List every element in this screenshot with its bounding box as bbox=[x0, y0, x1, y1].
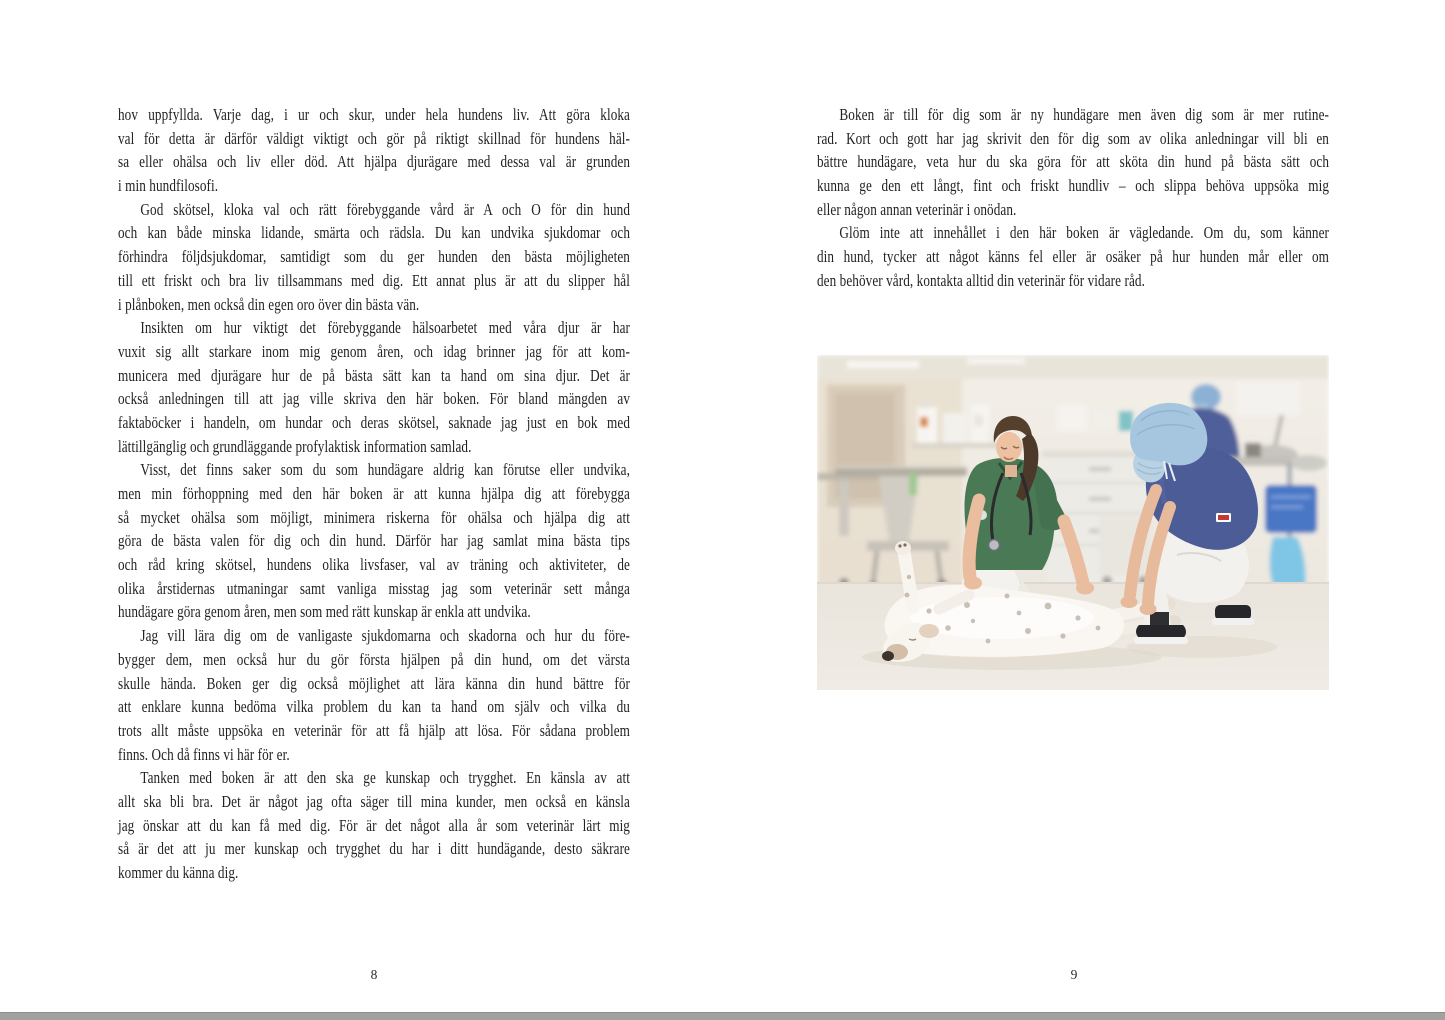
sleeve-patch bbox=[1216, 513, 1231, 522]
text-line: hov uppfyllda. Varje dag, i ur och skur, under hela hundens liv. Att göra kloka bbox=[118, 105, 630, 124]
text-line: faktaböcker i handeln, om hundar och deras skötsel, saknade jag just en bok med bbox=[118, 412, 630, 432]
vet-hand-on-dog bbox=[964, 577, 982, 590]
text-line: i min hundfilosofi. bbox=[118, 176, 219, 196]
text-line: jag önskar att du kan få med dig. För är det något alla år som veterinär lärt mig bbox=[118, 815, 630, 835]
text-line: rad. Kort och gott har jag skrivit den för dig som av olika anledningar vill bli en bbox=[817, 128, 1329, 148]
nurse-hand-on-paw bbox=[1140, 603, 1157, 615]
text-line: i plånboken, men också din egen oro över din bästa vän. bbox=[118, 294, 420, 314]
teal-supply-box bbox=[1119, 411, 1133, 431]
text-line: bättre hundägare, veta hur du ska göra för att sköta din hund på bästa sätt och bbox=[817, 152, 1329, 172]
text-line: Visst, det finns saker som du som hundägare aldrig kan förutse eller undvika, bbox=[140, 460, 630, 480]
text-line: Glöm inte att innehållet i den här boken är vägledande. Om du, som känner bbox=[839, 223, 1329, 243]
text-line: men min förhoppning med den här boken är att kunna hjälpa dig att förebygga bbox=[118, 484, 630, 503]
text-line: Insikten om hur viktigt det förebyggande hälsoarbetet med våra djur är har bbox=[140, 318, 630, 338]
text-line: till ett friskt och bra liv tillsammans med dig. Ett annat plus är att du slipper hål bbox=[118, 270, 630, 290]
bouffant-cap bbox=[1130, 403, 1207, 466]
text-line: kommer du känna dig. bbox=[118, 863, 239, 882]
text-line: så är det att ju mer kunskap och trygghet du har i ditt hundägande, desto säkrare bbox=[118, 839, 630, 859]
text-line: Jag vill lära dig om de vanligaste sjukdomarna och skadorna och hur du före- bbox=[140, 626, 630, 646]
text-line: den behöver vård, kontakta alltid din veterinär för vidare råd. bbox=[817, 270, 1145, 290]
text-line: så mycket ohälsa som möjligt, minimera riskerna för ohälsa och hjälpa dig att bbox=[118, 507, 630, 527]
text-line: att enklare kunna bedöma vilka problem du kan ta hand om själv och vilka du bbox=[118, 697, 630, 717]
dog-nose bbox=[882, 651, 894, 661]
text-line: hundägare göra genom åren, men som med rätt kunskap är enkla att undvika. bbox=[118, 602, 531, 622]
wall-shelf-boxes bbox=[1237, 381, 1299, 415]
text-line: kunna ge den ett långt, fint och friskt hundliv – och slippa behöva uppsöka mig bbox=[817, 176, 1329, 196]
clinic-photo bbox=[817, 355, 1329, 690]
text-line: och kan både minska lidande, smärta och rädsla. Du kan undvika sjukdomar och bbox=[118, 223, 630, 243]
sneaker bbox=[1215, 605, 1251, 620]
dog-ear bbox=[919, 624, 939, 638]
ceiling-light bbox=[967, 358, 1025, 364]
clinic-photo-illustration bbox=[817, 355, 1329, 690]
sneaker bbox=[1136, 625, 1186, 638]
text-line: förhindra följdsjukdomar, samtidigt som du ger hunden den bästa möjligheten bbox=[118, 247, 630, 267]
bottom-window-edge bbox=[0, 1012, 1445, 1020]
left-page-text-column bbox=[118, 103, 630, 885]
text-line: Tanken med boken är att den ska ge kunskap och trygghet. En känsla av att bbox=[140, 768, 630, 788]
vet-hand bbox=[1076, 582, 1094, 595]
text-line: lättillgänglig och grundläggande profylaktisk information samlad. bbox=[118, 436, 472, 456]
ceiling-light bbox=[847, 361, 919, 368]
text-line: vuxit sig allt starkare inom mig genom åren, och idag brinner jag för att kom- bbox=[118, 341, 630, 361]
text-line: val för detta är därför väldigt viktigt och gör på riktigt skillnad för hundens häl- bbox=[118, 128, 630, 148]
text-line: olika årstidernas utmaningar samt vanliga misstag jag som veterinär sett många bbox=[118, 578, 630, 598]
page-number-right: 9 bbox=[1070, 967, 1078, 982]
text-line: allt ska bli bra. Det är något jag ofta säger till mina kunder, men också en känsla bbox=[118, 791, 630, 811]
text-line: trots allt måste uppsöka en veterinär för att få hjälp att lösa. För sådana problem bbox=[118, 720, 630, 740]
black-sock bbox=[1150, 612, 1169, 625]
text-line: finns. Och då finns vi här för er. bbox=[118, 744, 290, 764]
text-line: municera med djurägare hur de på bästa sätt kan ta hand om sina djur. Det är bbox=[118, 365, 630, 385]
text-line: skulle hända. Boken ger dig också möjlighet att lära känna din hund bättre för bbox=[118, 673, 630, 693]
text-line: bygger dem, men också hur du gör första hjälpen på din hund, om det värsta bbox=[118, 649, 630, 669]
text-line: sa eller ohälsa och liv eller död. Att hjälpa djurägare med dessa val är grunden bbox=[118, 152, 630, 172]
text-line: göra de bästa valen för dig och din hund. Därför har jag samlat mina bästa tips bbox=[118, 531, 630, 551]
page-number-left: 8 bbox=[370, 967, 378, 982]
text-line: Boken är till för dig som är ny hundägare men även dig som är mer rutine- bbox=[839, 105, 1329, 124]
text-line: God skötsel, kloka val och rätt förebyggande vård är A och O för din hund bbox=[140, 199, 630, 219]
dog-front-leg-raised bbox=[904, 552, 913, 607]
nurse-hand-on-paw bbox=[1121, 596, 1138, 608]
text-line: och råd kring skötsel, hundens olika livsfaser, val av träning och aktiviteter, de bbox=[118, 555, 630, 575]
text-line: din hund, tycker att något känns fel eller är osäker på hur hunden mår eller om bbox=[817, 247, 1329, 267]
text-line: också anledningen till att jag ville skriva den här boken. För bland mängden av bbox=[118, 389, 630, 409]
dog-paw bbox=[895, 541, 911, 555]
text-line: eller någon annan veterinär i onödan. bbox=[817, 199, 1017, 219]
right-page-text-column bbox=[817, 103, 1329, 293]
